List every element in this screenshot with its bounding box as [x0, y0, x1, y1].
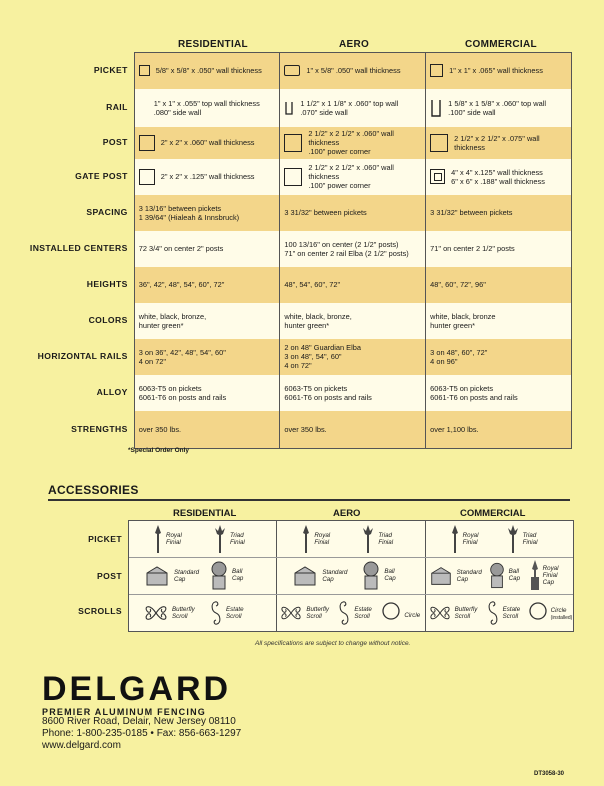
royal-finial-label: Royal Finial	[462, 532, 479, 546]
estate-scroll-item	[337, 599, 372, 627]
picket-profile-icon	[284, 65, 300, 76]
spec-cell: 2 on 48" Guardian Elba 3 on 48", 54", 60" 4 on 72"	[280, 339, 426, 375]
row-label: HORIZONTAL RAILS	[37, 351, 128, 361]
spec-cell: 1 1/2" x 1 1/8" x .060" top wall .070" side wall	[300, 98, 399, 117]
company-contact	[42, 716, 241, 752]
butterfly-scroll-icon	[143, 601, 169, 625]
circle-label: Circle	[404, 611, 421, 619]
estate-scroll-icon	[486, 599, 500, 627]
royal-finial-item	[153, 524, 182, 554]
acc-col-header-residential: RESIDENTIAL	[173, 508, 237, 519]
royal-finial-item	[450, 524, 479, 554]
standard-cap-label: Standard Cap	[174, 569, 200, 583]
acc-row-picket	[129, 521, 573, 558]
circle-ring-icon	[381, 601, 401, 621]
spec-cell: 2 1/2" x 2 1/2" x .075" wall thickness	[454, 133, 540, 152]
acc-row-label-picket: PICKET	[88, 534, 122, 544]
acc-col-header-aero: AERO	[333, 508, 361, 519]
spec-cell: 2 1/2" x 2 1/2" x .060" wall thickness .100" power corner	[308, 163, 394, 190]
spec-row-picket	[16, 53, 572, 89]
spec-cell: 4" x 4" x.125" wall thickness 6" x 6" x .188" wall thickness	[451, 167, 545, 186]
picket-profile-icon	[139, 65, 150, 76]
row-label: GATE POST	[75, 171, 128, 181]
estate-scroll-icon	[337, 599, 351, 627]
acc-row-label-post: POST	[97, 571, 122, 581]
royal-finial-icon	[450, 524, 460, 554]
col-header-residential: RESIDENTIAL	[178, 39, 248, 50]
triad-finial-label: Triad Finial	[522, 532, 538, 546]
acc-col-header-commercial: COMMERCIAL	[460, 508, 526, 519]
gate-post-profile-icon	[139, 169, 155, 185]
spec-cell: 3 31/32" between pickets	[280, 195, 426, 231]
estate-scroll-icon	[209, 599, 223, 627]
triad-finial-icon	[506, 524, 520, 554]
spec-cell: 6063-T5 on pickets 6061-T6 on posts and rails	[280, 375, 426, 411]
spec-cell: 71" on center 2 1/2" posts	[426, 231, 572, 267]
spec-row-alloy	[16, 375, 572, 411]
ball-cap-icon	[361, 560, 381, 590]
row-label: PICKET	[93, 65, 128, 75]
acc-row-post	[129, 558, 573, 595]
spec-row-spacing	[16, 195, 572, 231]
spec-cell: 3 13/16" between pickets 1 39/64" (Hialeah & Innsbruck)	[134, 195, 280, 231]
circle-installed-note: (installed)	[550, 614, 573, 621]
row-label: INSTALLED CENTERS	[29, 243, 128, 253]
post-profile-icon	[139, 135, 155, 151]
row-label: SPACING	[86, 207, 128, 217]
spec-row-colors	[16, 303, 572, 339]
spec-cell: 72 3/4" on center 2" posts	[134, 231, 280, 267]
spec-cell: 3 31/32" between pickets	[426, 195, 572, 231]
row-label: STRENGTHS	[71, 424, 128, 434]
spec-table	[16, 52, 572, 449]
logo-wordmark: DELGARD	[42, 670, 232, 708]
spec-cell: 100 13/16" on center (2 1/2" posts) 71" on center 2 rail Elba (2 1/2" posts)	[280, 231, 426, 267]
spec-cell: 1 5/8" x 1 5/8" x .060" top wall .100" side wall	[448, 98, 547, 117]
post-profile-icon	[284, 134, 302, 152]
royal-finial-cap-label: Royal Finial Cap	[542, 564, 559, 586]
standard-cap-item	[428, 565, 482, 587]
estate-scroll-label: Estate Scroll	[226, 606, 244, 620]
circle-item	[381, 601, 420, 621]
royal-finial-label: Royal Finial	[166, 532, 182, 546]
estate-scroll-item	[209, 599, 244, 627]
row-label: POST	[102, 137, 128, 147]
company-phone-fax: Phone: 1-800-235-0185 • Fax: 856-663-1297	[42, 728, 242, 739]
royal-finial-icon	[301, 524, 311, 554]
butterfly-scroll-item	[143, 601, 195, 625]
spec-cell: 2 1/2" x 2 1/2" x .060" wall thickness .100" power corner	[308, 129, 394, 156]
spec-cell: 36", 42", 48", 54", 60", 72"	[134, 267, 280, 303]
accessories-divider	[48, 499, 570, 501]
estate-scroll-label: Estate Scroll	[502, 606, 521, 620]
butterfly-scroll-item	[428, 601, 478, 625]
triad-finial-item	[506, 524, 538, 554]
spec-cell: 2" x 2" x .060" wall thickness	[160, 138, 255, 147]
spec-cell: 48", 54", 60", 72"	[280, 267, 426, 303]
spec-row-heights	[16, 267, 572, 303]
rail-profile-icon	[430, 98, 442, 118]
document-code: DT3058-30	[534, 771, 565, 777]
estate-scroll-item	[486, 599, 521, 627]
butterfly-scroll-item	[279, 601, 329, 625]
spec-cell: 48", 60", 72", 96"	[426, 267, 572, 303]
gate-post-profile-icon	[284, 168, 302, 186]
accessories-title: ACCESSORIES	[48, 483, 139, 497]
acc-row-label-scrolls: SCROLLS	[78, 606, 122, 616]
spec-cell: 2" x 2" x .125" wall thickness	[160, 172, 255, 181]
ball-cap-item	[209, 560, 243, 590]
spec-cell: white, black, bronze hunter green*	[426, 303, 572, 339]
triad-finial-icon	[213, 524, 227, 554]
logo-tagline: PREMIER ALUMINUM FENCING	[42, 707, 206, 717]
spec-row-gate-post	[16, 159, 572, 195]
col-header-aero: AERO	[339, 39, 370, 50]
standard-cap-label: Standard Cap	[456, 569, 482, 583]
standard-cap-icon	[143, 565, 171, 587]
ball-cap-label: Ball Cap	[384, 568, 396, 582]
royal-finial-label: Royal Finial	[314, 532, 331, 546]
ball-cap-label: Ball Cap	[508, 568, 521, 582]
triad-finial-label: Triad Finial	[230, 532, 245, 546]
col-header-commercial: COMMERCIAL	[465, 39, 537, 50]
spec-cell: over 350 lbs.	[280, 411, 426, 449]
butterfly-scroll-icon	[428, 601, 452, 625]
ball-cap-item	[361, 560, 395, 590]
spec-cell: white, black, bronze, hunter green*	[134, 303, 280, 339]
spec-cell: over 350 lbs.	[134, 411, 280, 449]
special-order-note: *Special Order Only	[128, 447, 190, 454]
butterfly-scroll-icon	[279, 601, 303, 625]
triad-finial-label: Triad Finial	[378, 532, 394, 546]
spec-cell: 6063-T5 on pickets 6061-T6 on posts and rails	[134, 375, 280, 411]
triad-finial-item	[213, 524, 245, 554]
row-label: COLORS	[88, 315, 128, 325]
spec-cell: white, black, bronze, hunter green*	[280, 303, 426, 339]
standard-cap-item	[291, 565, 347, 587]
standard-cap-icon	[428, 565, 454, 587]
ball-cap-icon	[209, 560, 229, 590]
company-website[interactable]: www.delgard.com	[42, 740, 121, 751]
gate-post-profile-icon	[430, 169, 445, 184]
ball-cap-item	[488, 560, 520, 590]
triad-finial-icon	[361, 524, 375, 554]
circle-item	[528, 601, 573, 621]
spec-row-installed-centers	[16, 231, 572, 267]
spec-row-post	[16, 127, 572, 159]
standard-cap-item	[143, 565, 199, 587]
circle-label: Circle	[550, 606, 567, 614]
spec-row-horizontal-rails	[16, 339, 572, 375]
acc-row-scrolls	[129, 595, 573, 631]
estate-scroll-label: Estate Scroll	[354, 606, 372, 620]
accessories-grid	[128, 520, 574, 632]
rail-profile-icon	[284, 100, 294, 116]
spec-cell: 6063-T5 on pickets 6061-T6 on posts and rails	[426, 375, 572, 411]
ball-cap-icon	[488, 560, 506, 590]
ball-cap-label: Ball Cap	[232, 568, 244, 582]
royal-finial-cap-item	[530, 559, 559, 591]
spec-cell: 5/8" x 5/8" x .050" wall thickness	[155, 66, 262, 76]
spec-cell: 3 on 48", 60", 72" 4 on 96"	[426, 339, 572, 375]
royal-finial-cap-icon	[530, 559, 540, 591]
triad-finial-item	[361, 524, 393, 554]
circle-ring-icon	[528, 601, 548, 621]
butterfly-scroll-label: Butterfly Scroll	[454, 606, 478, 620]
spec-cell: 1" x 1" x .055" top wall thickness .080" side wall	[153, 98, 260, 117]
butterfly-scroll-label: Butterfly Scroll	[306, 606, 330, 620]
standard-cap-label: Standard Cap	[322, 569, 348, 583]
spec-cell: 3 on 36", 42", 48", 54", 60" 4 on 72"	[134, 339, 280, 375]
post-profile-icon	[430, 134, 448, 152]
company-address: 8600 River Road, Delair, New Jersey 08110	[42, 716, 236, 727]
butterfly-scroll-label: Butterfly Scroll	[172, 606, 195, 620]
disclaimer: All specifications are subject to change without notice.	[255, 640, 411, 647]
spec-row-rail	[16, 89, 572, 127]
royal-finial-item	[301, 524, 330, 554]
spec-cell: over 1,100 lbs.	[426, 411, 572, 449]
spec-row-strengths	[16, 411, 572, 449]
delgard-logo	[42, 672, 231, 717]
row-label: RAIL	[106, 102, 128, 112]
royal-finial-icon	[153, 524, 163, 554]
row-label: HEIGHTS	[86, 279, 128, 289]
circle-installed-label	[551, 607, 573, 622]
spec-cell: 1" x 1" x .065" wall thickness	[449, 66, 543, 76]
row-label: ALLOY	[96, 387, 128, 397]
picket-profile-icon	[430, 64, 443, 77]
spec-cell: 1" x 5/8" .050" wall thickness	[306, 66, 401, 76]
standard-cap-icon	[291, 565, 319, 587]
